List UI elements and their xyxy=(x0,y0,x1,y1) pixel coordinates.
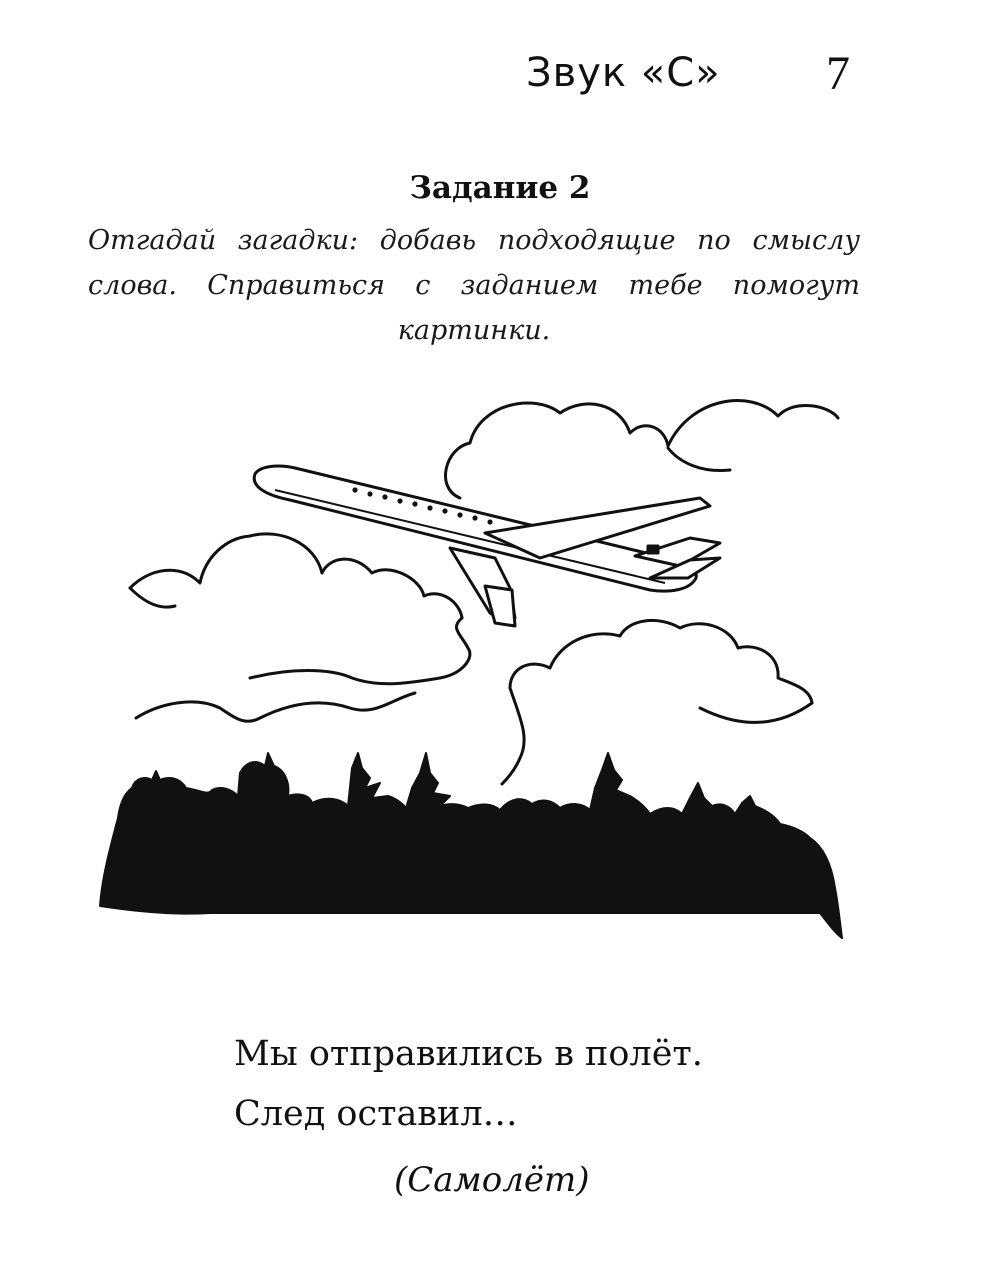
task-instruction: Отгадай загадки: добавь подходящие по смыслу слова. Справиться с заданием тебе помогут картинки. xyxy=(88,225,860,346)
illustration xyxy=(90,378,850,948)
riddle xyxy=(234,1024,834,1144)
forest-icon xyxy=(100,753,842,938)
page-header xyxy=(0,46,1000,116)
running-title: Звук «С» xyxy=(526,50,721,96)
riddle-line: След оставил… xyxy=(234,1094,518,1134)
airplane-icon xyxy=(254,466,720,626)
riddle-answer: (Самолёт) xyxy=(394,1160,590,1200)
riddle-line: Мы отправились в полёт. xyxy=(234,1034,703,1074)
page-number: 7 xyxy=(826,47,850,100)
task-title: Задание 2 xyxy=(409,170,591,206)
